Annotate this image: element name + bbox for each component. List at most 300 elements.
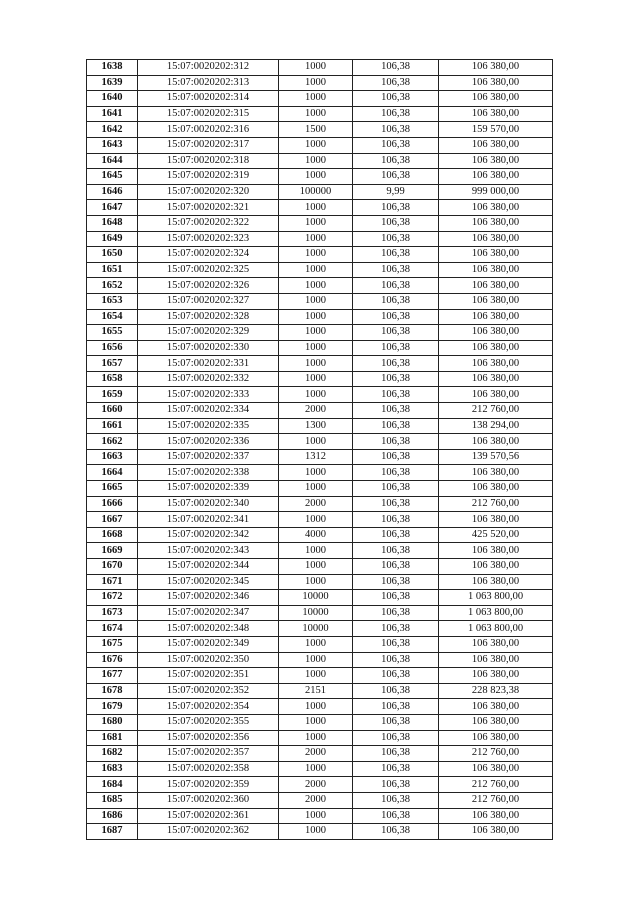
cell-total-value: 106 380,00 <box>439 231 553 247</box>
cell-total-value: 106 380,00 <box>439 512 553 528</box>
cell-row-number: 1659 <box>87 387 138 403</box>
table-row <box>87 184 553 200</box>
table-row <box>87 231 553 247</box>
cell-total-value: 106 380,00 <box>439 808 553 824</box>
cell-total-value: 106 380,00 <box>439 325 553 341</box>
cell-total-value: 106 380,00 <box>439 730 553 746</box>
cell-row-number: 1647 <box>87 200 138 216</box>
cell-unit-price: 106,38 <box>353 403 439 419</box>
cell-unit-price: 106,38 <box>353 746 439 762</box>
cell-row-number: 1676 <box>87 652 138 668</box>
table-row <box>87 777 553 793</box>
cell-unit-price: 106,38 <box>353 512 439 528</box>
cell-total-value: 106 380,00 <box>439 387 553 403</box>
cell-unit-price: 106,38 <box>353 153 439 169</box>
cell-unit-price: 106,38 <box>353 325 439 341</box>
cell-cadastral-number: 15:07:0020202:345 <box>138 574 279 590</box>
table-row <box>87 543 553 559</box>
cell-unit-price: 106,38 <box>353 652 439 668</box>
cell-row-number: 1664 <box>87 465 138 481</box>
cell-cadastral-number: 15:07:0020202:348 <box>138 621 279 637</box>
cell-area: 1000 <box>279 231 353 247</box>
cell-total-value: 106 380,00 <box>439 824 553 840</box>
cell-cadastral-number: 15:07:0020202:326 <box>138 278 279 294</box>
cell-row-number: 1639 <box>87 75 138 91</box>
cell-unit-price: 106,38 <box>353 356 439 372</box>
cell-row-number: 1641 <box>87 106 138 122</box>
cell-area: 1000 <box>279 91 353 107</box>
cell-cadastral-number: 15:07:0020202:352 <box>138 683 279 699</box>
cell-row-number: 1656 <box>87 340 138 356</box>
cell-total-value: 106 380,00 <box>439 91 553 107</box>
cell-unit-price: 106,38 <box>353 777 439 793</box>
cell-cadastral-number: 15:07:0020202:331 <box>138 356 279 372</box>
cell-row-number: 1684 <box>87 777 138 793</box>
cell-total-value: 106 380,00 <box>439 652 553 668</box>
cell-area: 1000 <box>279 699 353 715</box>
cell-area: 1000 <box>279 636 353 652</box>
cell-unit-price: 106,38 <box>353 231 439 247</box>
cell-unit-price: 106,38 <box>353 434 439 450</box>
table-row <box>87 574 553 590</box>
cell-area: 10000 <box>279 621 353 637</box>
table-row <box>87 137 553 153</box>
table-row <box>87 590 553 606</box>
cell-total-value: 106 380,00 <box>439 200 553 216</box>
cell-unit-price: 106,38 <box>353 574 439 590</box>
cell-cadastral-number: 15:07:0020202:359 <box>138 777 279 793</box>
cell-area: 1000 <box>279 371 353 387</box>
cell-row-number: 1663 <box>87 449 138 465</box>
cell-total-value: 212 760,00 <box>439 792 553 808</box>
table-row <box>87 387 553 403</box>
cell-total-value: 139 570,56 <box>439 449 553 465</box>
cell-row-number: 1670 <box>87 559 138 575</box>
cell-cadastral-number: 15:07:0020202:339 <box>138 481 279 497</box>
cell-total-value: 106 380,00 <box>439 699 553 715</box>
cell-row-number: 1653 <box>87 293 138 309</box>
cell-unit-price: 106,38 <box>353 122 439 138</box>
cell-unit-price: 106,38 <box>353 449 439 465</box>
cell-cadastral-number: 15:07:0020202:320 <box>138 184 279 200</box>
cell-unit-price: 106,38 <box>353 699 439 715</box>
cell-cadastral-number: 15:07:0020202:344 <box>138 559 279 575</box>
cell-area: 1000 <box>279 325 353 341</box>
cell-row-number: 1643 <box>87 137 138 153</box>
cell-row-number: 1666 <box>87 496 138 512</box>
cell-cadastral-number: 15:07:0020202:337 <box>138 449 279 465</box>
cell-unit-price: 106,38 <box>353 200 439 216</box>
table-row <box>87 371 553 387</box>
cell-unit-price: 106,38 <box>353 215 439 231</box>
table-row <box>87 730 553 746</box>
cell-total-value: 106 380,00 <box>439 636 553 652</box>
table-row <box>87 340 553 356</box>
table-row <box>87 761 553 777</box>
cell-total-value: 106 380,00 <box>439 278 553 294</box>
cell-cadastral-number: 15:07:0020202:332 <box>138 371 279 387</box>
cell-area: 2000 <box>279 403 353 419</box>
table-row <box>87 169 553 185</box>
cell-area: 2000 <box>279 496 353 512</box>
cell-area: 1000 <box>279 512 353 528</box>
table-row <box>87 636 553 652</box>
table-row <box>87 746 553 762</box>
cell-cadastral-number: 15:07:0020202:314 <box>138 91 279 107</box>
cell-row-number: 1658 <box>87 371 138 387</box>
cell-unit-price: 106,38 <box>353 668 439 684</box>
cell-unit-price: 106,38 <box>353 621 439 637</box>
cell-row-number: 1644 <box>87 153 138 169</box>
cell-total-value: 106 380,00 <box>439 371 553 387</box>
table-row <box>87 262 553 278</box>
cell-cadastral-number: 15:07:0020202:335 <box>138 418 279 434</box>
cell-cadastral-number: 15:07:0020202:356 <box>138 730 279 746</box>
cell-cadastral-number: 15:07:0020202:325 <box>138 262 279 278</box>
cell-cadastral-number: 15:07:0020202:340 <box>138 496 279 512</box>
cell-row-number: 1668 <box>87 527 138 543</box>
cell-cadastral-number: 15:07:0020202:336 <box>138 434 279 450</box>
cell-total-value: 228 823,38 <box>439 683 553 699</box>
cell-row-number: 1642 <box>87 122 138 138</box>
table-row <box>87 465 553 481</box>
cell-total-value: 106 380,00 <box>439 215 553 231</box>
cell-area: 2000 <box>279 777 353 793</box>
cell-area: 1000 <box>279 387 353 403</box>
cell-total-value: 212 760,00 <box>439 777 553 793</box>
table-row <box>87 668 553 684</box>
cell-unit-price: 106,38 <box>353 309 439 325</box>
cell-unit-price: 106,38 <box>353 543 439 559</box>
cell-cadastral-number: 15:07:0020202:349 <box>138 636 279 652</box>
cell-cadastral-number: 15:07:0020202:315 <box>138 106 279 122</box>
cell-area: 1312 <box>279 449 353 465</box>
table-row <box>87 403 553 419</box>
cell-area: 1000 <box>279 574 353 590</box>
cell-total-value: 1 063 800,00 <box>439 621 553 637</box>
cell-cadastral-number: 15:07:0020202:350 <box>138 652 279 668</box>
cell-cadastral-number: 15:07:0020202:327 <box>138 293 279 309</box>
cell-unit-price: 106,38 <box>353 683 439 699</box>
cell-cadastral-number: 15:07:0020202:324 <box>138 247 279 263</box>
cell-row-number: 1683 <box>87 761 138 777</box>
cell-total-value: 999 000,00 <box>439 184 553 200</box>
cell-unit-price: 106,38 <box>353 137 439 153</box>
cell-row-number: 1682 <box>87 746 138 762</box>
cell-area: 1000 <box>279 293 353 309</box>
table-row <box>87 481 553 497</box>
cell-total-value: 106 380,00 <box>439 247 553 263</box>
cell-unit-price: 106,38 <box>353 590 439 606</box>
cell-unit-price: 106,38 <box>353 636 439 652</box>
table-row <box>87 652 553 668</box>
cell-row-number: 1686 <box>87 808 138 824</box>
cell-unit-price: 9,99 <box>353 184 439 200</box>
cell-area: 1000 <box>279 481 353 497</box>
cell-area: 1000 <box>279 278 353 294</box>
cell-area: 1000 <box>279 106 353 122</box>
cell-cadastral-number: 15:07:0020202:357 <box>138 746 279 762</box>
cell-area: 2000 <box>279 792 353 808</box>
cell-unit-price: 106,38 <box>353 169 439 185</box>
cell-total-value: 1 063 800,00 <box>439 605 553 621</box>
cell-cadastral-number: 15:07:0020202:338 <box>138 465 279 481</box>
table-row <box>87 496 553 512</box>
cell-cadastral-number: 15:07:0020202:343 <box>138 543 279 559</box>
cell-area: 1000 <box>279 761 353 777</box>
cell-row-number: 1650 <box>87 247 138 263</box>
cell-row-number: 1657 <box>87 356 138 372</box>
cell-unit-price: 106,38 <box>353 340 439 356</box>
cell-unit-price: 106,38 <box>353 60 439 76</box>
cell-row-number: 1660 <box>87 403 138 419</box>
cell-area: 1000 <box>279 824 353 840</box>
cell-unit-price: 106,38 <box>353 761 439 777</box>
table-row <box>87 824 553 840</box>
table-row <box>87 293 553 309</box>
cell-cadastral-number: 15:07:0020202:341 <box>138 512 279 528</box>
cell-total-value: 106 380,00 <box>439 262 553 278</box>
cell-total-value: 106 380,00 <box>439 340 553 356</box>
cell-row-number: 1640 <box>87 91 138 107</box>
cell-unit-price: 106,38 <box>353 808 439 824</box>
cell-total-value: 106 380,00 <box>439 559 553 575</box>
cell-row-number: 1652 <box>87 278 138 294</box>
table-row <box>87 792 553 808</box>
cell-unit-price: 106,38 <box>353 418 439 434</box>
cell-cadastral-number: 15:07:0020202:329 <box>138 325 279 341</box>
cell-row-number: 1672 <box>87 590 138 606</box>
cell-cadastral-number: 15:07:0020202:319 <box>138 169 279 185</box>
cell-row-number: 1654 <box>87 309 138 325</box>
cell-unit-price: 106,38 <box>353 75 439 91</box>
table-row <box>87 356 553 372</box>
cell-total-value: 106 380,00 <box>439 60 553 76</box>
cell-area: 2151 <box>279 683 353 699</box>
cell-unit-price: 106,38 <box>353 730 439 746</box>
cell-total-value: 159 570,00 <box>439 122 553 138</box>
cell-row-number: 1646 <box>87 184 138 200</box>
cell-cadastral-number: 15:07:0020202:316 <box>138 122 279 138</box>
cell-unit-price: 106,38 <box>353 792 439 808</box>
table-row <box>87 527 553 543</box>
cell-total-value: 1 063 800,00 <box>439 590 553 606</box>
cell-unit-price: 106,38 <box>353 481 439 497</box>
cell-unit-price: 106,38 <box>353 605 439 621</box>
cell-total-value: 106 380,00 <box>439 309 553 325</box>
cell-area: 1000 <box>279 652 353 668</box>
cell-cadastral-number: 15:07:0020202:313 <box>138 75 279 91</box>
cell-row-number: 1661 <box>87 418 138 434</box>
cell-row-number: 1678 <box>87 683 138 699</box>
cell-cadastral-number: 15:07:0020202:347 <box>138 605 279 621</box>
cell-total-value: 212 760,00 <box>439 403 553 419</box>
cell-total-value: 106 380,00 <box>439 761 553 777</box>
table-row <box>87 434 553 450</box>
cell-area: 1000 <box>279 247 353 263</box>
cell-area: 1000 <box>279 714 353 730</box>
cell-area: 1000 <box>279 200 353 216</box>
cell-row-number: 1671 <box>87 574 138 590</box>
cell-area: 100000 <box>279 184 353 200</box>
cell-cadastral-number: 15:07:0020202:317 <box>138 137 279 153</box>
table-row <box>87 418 553 434</box>
cell-unit-price: 106,38 <box>353 559 439 575</box>
cell-unit-price: 106,38 <box>353 262 439 278</box>
table-row <box>87 449 553 465</box>
cell-unit-price: 106,38 <box>353 714 439 730</box>
cell-total-value: 106 380,00 <box>439 574 553 590</box>
cell-area: 1000 <box>279 808 353 824</box>
cell-cadastral-number: 15:07:0020202:333 <box>138 387 279 403</box>
cell-row-number: 1687 <box>87 824 138 840</box>
cell-area: 1000 <box>279 340 353 356</box>
cell-unit-price: 106,38 <box>353 106 439 122</box>
cell-area: 1500 <box>279 122 353 138</box>
cell-cadastral-number: 15:07:0020202:362 <box>138 824 279 840</box>
cell-area: 1300 <box>279 418 353 434</box>
cell-row-number: 1667 <box>87 512 138 528</box>
cell-area: 1000 <box>279 153 353 169</box>
cell-area: 1000 <box>279 75 353 91</box>
cell-area: 10000 <box>279 590 353 606</box>
cell-area: 1000 <box>279 668 353 684</box>
cell-area: 1000 <box>279 543 353 559</box>
cell-unit-price: 106,38 <box>353 465 439 481</box>
cell-cadastral-number: 15:07:0020202:312 <box>138 60 279 76</box>
cell-area: 1000 <box>279 730 353 746</box>
table-row <box>87 683 553 699</box>
cell-cadastral-number: 15:07:0020202:330 <box>138 340 279 356</box>
cell-total-value: 106 380,00 <box>439 75 553 91</box>
cell-row-number: 1638 <box>87 60 138 76</box>
table-row <box>87 714 553 730</box>
cell-area: 1000 <box>279 262 353 278</box>
table-row <box>87 122 553 138</box>
cell-cadastral-number: 15:07:0020202:354 <box>138 699 279 715</box>
cell-area: 1000 <box>279 169 353 185</box>
cell-unit-price: 106,38 <box>353 496 439 512</box>
land-plot-table <box>86 59 553 840</box>
cell-total-value: 212 760,00 <box>439 746 553 762</box>
cell-row-number: 1651 <box>87 262 138 278</box>
cell-unit-price: 106,38 <box>353 247 439 263</box>
cell-row-number: 1673 <box>87 605 138 621</box>
cell-row-number: 1685 <box>87 792 138 808</box>
cell-area: 1000 <box>279 559 353 575</box>
cell-cadastral-number: 15:07:0020202:328 <box>138 309 279 325</box>
cell-area: 1000 <box>279 465 353 481</box>
cell-unit-price: 106,38 <box>353 91 439 107</box>
table-row <box>87 60 553 76</box>
table-row <box>87 91 553 107</box>
cell-unit-price: 106,38 <box>353 387 439 403</box>
cell-row-number: 1679 <box>87 699 138 715</box>
cell-row-number: 1665 <box>87 481 138 497</box>
table-row <box>87 247 553 263</box>
cell-row-number: 1655 <box>87 325 138 341</box>
cell-row-number: 1677 <box>87 668 138 684</box>
cell-total-value: 106 380,00 <box>439 356 553 372</box>
cell-total-value: 212 760,00 <box>439 496 553 512</box>
cell-area: 4000 <box>279 527 353 543</box>
cell-unit-price: 106,38 <box>353 371 439 387</box>
table-row <box>87 605 553 621</box>
cell-cadastral-number: 15:07:0020202:334 <box>138 403 279 419</box>
cell-unit-price: 106,38 <box>353 293 439 309</box>
cell-total-value: 106 380,00 <box>439 153 553 169</box>
table-row <box>87 278 553 294</box>
cell-row-number: 1675 <box>87 636 138 652</box>
cell-total-value: 106 380,00 <box>439 543 553 559</box>
table-row <box>87 699 553 715</box>
table-row <box>87 325 553 341</box>
cell-cadastral-number: 15:07:0020202:342 <box>138 527 279 543</box>
cell-cadastral-number: 15:07:0020202:355 <box>138 714 279 730</box>
cell-total-value: 106 380,00 <box>439 137 553 153</box>
table-row <box>87 75 553 91</box>
cell-total-value: 106 380,00 <box>439 434 553 450</box>
cell-area: 2000 <box>279 746 353 762</box>
cell-row-number: 1674 <box>87 621 138 637</box>
cell-cadastral-number: 15:07:0020202:323 <box>138 231 279 247</box>
cell-total-value: 106 380,00 <box>439 106 553 122</box>
cell-cadastral-number: 15:07:0020202:351 <box>138 668 279 684</box>
cell-area: 1000 <box>279 60 353 76</box>
cell-area: 1000 <box>279 356 353 372</box>
cell-cadastral-number: 15:07:0020202:360 <box>138 792 279 808</box>
cell-row-number: 1680 <box>87 714 138 730</box>
table-row <box>87 309 553 325</box>
cell-cadastral-number: 15:07:0020202:346 <box>138 590 279 606</box>
cell-total-value: 425 520,00 <box>439 527 553 543</box>
cell-cadastral-number: 15:07:0020202:361 <box>138 808 279 824</box>
cell-unit-price: 106,38 <box>353 824 439 840</box>
cell-row-number: 1662 <box>87 434 138 450</box>
cell-row-number: 1645 <box>87 169 138 185</box>
cell-area: 1000 <box>279 215 353 231</box>
cell-row-number: 1649 <box>87 231 138 247</box>
cell-total-value: 106 380,00 <box>439 668 553 684</box>
cell-total-value: 106 380,00 <box>439 465 553 481</box>
cell-total-value: 138 294,00 <box>439 418 553 434</box>
cell-total-value: 106 380,00 <box>439 714 553 730</box>
cell-cadastral-number: 15:07:0020202:322 <box>138 215 279 231</box>
cell-row-number: 1648 <box>87 215 138 231</box>
table-row <box>87 215 553 231</box>
table-row <box>87 621 553 637</box>
table-row <box>87 559 553 575</box>
cell-total-value: 106 380,00 <box>439 481 553 497</box>
cell-cadastral-number: 15:07:0020202:321 <box>138 200 279 216</box>
cell-area: 1000 <box>279 309 353 325</box>
cell-cadastral-number: 15:07:0020202:358 <box>138 761 279 777</box>
cell-total-value: 106 380,00 <box>439 293 553 309</box>
cell-area: 1000 <box>279 434 353 450</box>
table-body <box>87 60 553 840</box>
cell-area: 1000 <box>279 137 353 153</box>
cell-area: 10000 <box>279 605 353 621</box>
table-row <box>87 808 553 824</box>
cell-cadastral-number: 15:07:0020202:318 <box>138 153 279 169</box>
table-row <box>87 512 553 528</box>
table-row <box>87 153 553 169</box>
table-row <box>87 106 553 122</box>
cell-unit-price: 106,38 <box>353 278 439 294</box>
cell-total-value: 106 380,00 <box>439 169 553 185</box>
cell-row-number: 1669 <box>87 543 138 559</box>
cell-unit-price: 106,38 <box>353 527 439 543</box>
